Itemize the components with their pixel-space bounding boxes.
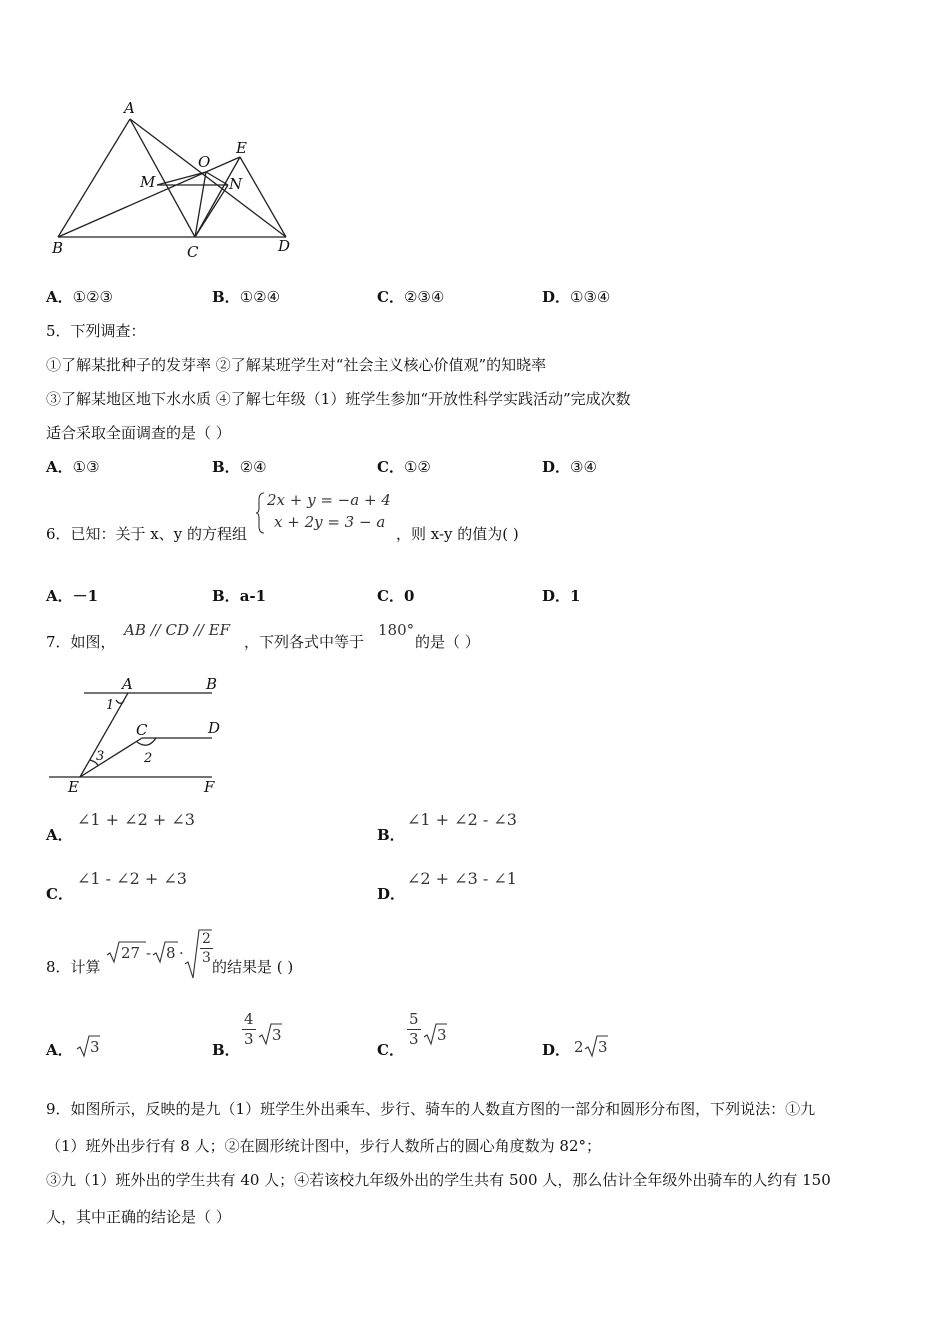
- q8-option-b-frac: [242, 1012, 256, 1047]
- q4-line-ab: [58, 119, 130, 237]
- q4-label-a: A: [124, 99, 135, 117]
- q7-condition: AB // CD // EF: [124, 621, 231, 639]
- q8-option-b-num: 4: [244, 1010, 254, 1028]
- q7-stem-prefix: 7．如图，: [46, 633, 116, 651]
- q4-option-d-letter: D．: [542, 288, 571, 306]
- q5-line1: ①了解某批种子的发芽率 ②了解某班学生对“社会主义核心价值观”的知晓率: [46, 356, 547, 374]
- q4-label-n: N: [229, 175, 243, 193]
- q7-label-angle-3: 3: [96, 749, 105, 764]
- q4-option-a-letter: A．: [46, 288, 73, 306]
- q5-option-c-letter: C．: [377, 458, 404, 476]
- q7-option-c-expr: ∠1 - ∠2 + ∠3: [77, 869, 187, 888]
- q8-option-b-den: 3: [244, 1030, 254, 1048]
- q4-figure: [40, 95, 310, 265]
- q8-r1: 27: [121, 944, 141, 962]
- q4-label-o: O: [198, 153, 211, 171]
- q7-option-d[interactable]: [377, 869, 657, 903]
- q4-option-d-text: ①③④: [570, 288, 611, 306]
- q6-option-c-letter: C．: [377, 587, 404, 605]
- q6-option-a-letter: A．: [46, 587, 73, 605]
- q6-option-a-text: －1: [72, 587, 99, 605]
- q8-stem-suffix: 的结果是 ( ): [212, 958, 294, 976]
- q6-eq1: 2x + y = −a + 4: [267, 491, 391, 509]
- q6-option-d[interactable]: [542, 585, 580, 606]
- q4-option-b[interactable]: [212, 286, 280, 307]
- q8-option-d-letter: D．: [542, 1041, 571, 1059]
- q5-option-a-text: ①③: [72, 458, 100, 476]
- q7-stem-mid: ，下列各式中等于: [244, 633, 365, 651]
- q8-stem-prefix: 8．计算: [46, 958, 101, 976]
- q4-option-a-text: ①②③: [72, 288, 113, 306]
- q7-option-d-letter: D．: [377, 885, 406, 903]
- q8-option-a-rad: 3: [90, 1038, 100, 1056]
- q4-line-ed: [240, 157, 286, 237]
- q7-value: 180°: [378, 621, 415, 639]
- q9-line4: 人，其中正确的结论是（ ）: [46, 1208, 231, 1226]
- q5-option-a[interactable]: [46, 456, 100, 477]
- q7-option-b-expr: ∠1 + ∠2 - ∠3: [407, 810, 517, 829]
- q7-angle-1-arc: [116, 700, 124, 703]
- q8-minus: -: [146, 944, 152, 962]
- q8-option-c[interactable]: [377, 1012, 497, 1060]
- q6-eq2: x + 2y = 3 − a: [274, 513, 386, 531]
- q7-option-c[interactable]: [46, 869, 326, 903]
- q5-line3: 适合采取全面调查的是（ ）: [46, 424, 231, 442]
- q7-option-a-expr: ∠1 + ∠2 + ∠3: [77, 810, 195, 829]
- q5-option-b-text: ②④: [239, 458, 267, 476]
- q4-label-c: C: [187, 243, 199, 261]
- q5-option-a-letter: A．: [46, 458, 73, 476]
- q5-option-b-letter: B．: [212, 458, 240, 476]
- q8-option-b[interactable]: [212, 1012, 332, 1060]
- q7-label-c: C: [136, 721, 148, 739]
- q4-label-m: M: [140, 173, 156, 191]
- q7-label-f: F: [204, 778, 215, 796]
- q4-option-b-text: ①②④: [239, 288, 281, 306]
- q6-stem-prefix: 6．已知：关于 x、y 的方程组: [46, 525, 248, 543]
- q4-option-c-letter: C．: [377, 288, 404, 306]
- q8-expression: [106, 928, 212, 980]
- q8-frac-num: 2: [202, 931, 211, 947]
- q6-option-b[interactable]: [212, 585, 266, 606]
- q9-line2: （1）班外出步行有 8 人；②在圆形统计图中，步行人数所占的圆心角度数为 82°；: [46, 1137, 601, 1155]
- q8-frac-den: 3: [202, 950, 211, 966]
- q4-label-d: D: [278, 237, 291, 255]
- q6-stem-suffix: ，则 x-y 的值为( ): [396, 525, 519, 543]
- q6-option-d-letter: D．: [542, 587, 571, 605]
- q7-option-a-letter: A．: [46, 826, 73, 844]
- q6-option-c[interactable]: [377, 585, 414, 606]
- q7-label-a: A: [122, 675, 133, 693]
- q6-brace: [256, 492, 266, 534]
- q6-option-b-text: a-1: [239, 587, 267, 605]
- q7-stem-suffix: 的是（ ）: [415, 633, 480, 651]
- q7-option-c-letter: C．: [46, 885, 73, 903]
- q4-option-d[interactable]: [542, 286, 610, 307]
- q7-option-d-expr: ∠2 + ∠3 - ∠1: [407, 869, 517, 888]
- q7-label-angle-2: 2: [144, 751, 153, 766]
- q8-option-d-coef: 2: [574, 1038, 584, 1056]
- q4-option-c[interactable]: [377, 286, 444, 307]
- q5-option-d-text: ③④: [570, 458, 597, 476]
- q7-label-d: D: [208, 719, 221, 737]
- q9-line3: ③九（1）班外出的学生共有 40 人；④若该校九年级外出的学生共有 500 人，那么估计全年级外出骑车的人约有 150: [46, 1171, 831, 1189]
- q7-label-angle-1: 1: [106, 698, 115, 713]
- q6-option-d-text: 1: [570, 587, 581, 605]
- q4-line-be: [58, 157, 240, 237]
- q8-option-b-letter: B．: [212, 1041, 240, 1059]
- q8-r2: 8: [166, 944, 176, 962]
- q9-line1: 9．如图所示，反映的是九（1）班学生外出乘车、步行、骑车的人数直方图的一部分和圆形分布图，下列说法：①九: [46, 1100, 816, 1118]
- q7-figure: [44, 672, 234, 798]
- q5-option-b[interactable]: [212, 456, 267, 477]
- q7-option-b-letter: B．: [377, 826, 405, 844]
- q8-option-d[interactable]: [542, 1012, 662, 1060]
- q8-option-c-frac: [407, 1012, 421, 1047]
- q6-system: [256, 490, 396, 536]
- q8-option-b-rad: 3: [272, 1026, 282, 1044]
- q5-option-d[interactable]: [542, 456, 597, 477]
- q7-option-b[interactable]: [377, 810, 657, 844]
- q4-label-b: B: [52, 239, 64, 257]
- q7-label-e: E: [68, 778, 79, 796]
- q5-line2: ③了解某地区地下水水质 ④了解七年级（1）班学生参加“开放性科学实践活动”完成次数: [46, 390, 631, 408]
- q8-option-c-rad: 3: [437, 1026, 447, 1044]
- q6-option-c-text: 0: [403, 587, 415, 605]
- q5-option-c[interactable]: [377, 456, 431, 477]
- q8-option-d-rad: 3: [598, 1038, 608, 1056]
- q6-option-b-letter: B．: [212, 587, 240, 605]
- q8-option-a[interactable]: [46, 1012, 166, 1060]
- q8-frac: [200, 932, 213, 965]
- q7-line-ae: [80, 693, 128, 777]
- q5-stem: 5．下列调查：: [46, 322, 146, 340]
- q4-option-b-letter: B．: [212, 288, 240, 306]
- q6-option-a[interactable]: [46, 585, 98, 606]
- q8-option-c-num: 5: [409, 1010, 419, 1028]
- q8-option-a-letter: A．: [46, 1041, 73, 1059]
- q5-option-d-letter: D．: [542, 458, 571, 476]
- q4-label-e: E: [236, 139, 247, 157]
- q8-option-c-den: 3: [409, 1030, 419, 1048]
- q5-option-c-text: ①②: [403, 458, 431, 476]
- q8-option-c-letter: C．: [377, 1041, 404, 1059]
- q4-option-c-text: ②③④: [403, 288, 445, 306]
- q7-label-b: B: [206, 675, 218, 693]
- q4-option-a[interactable]: [46, 286, 113, 307]
- q7-line-ce: [80, 738, 142, 777]
- q7-option-a[interactable]: [46, 810, 326, 844]
- q8-dot: ·: [179, 944, 184, 962]
